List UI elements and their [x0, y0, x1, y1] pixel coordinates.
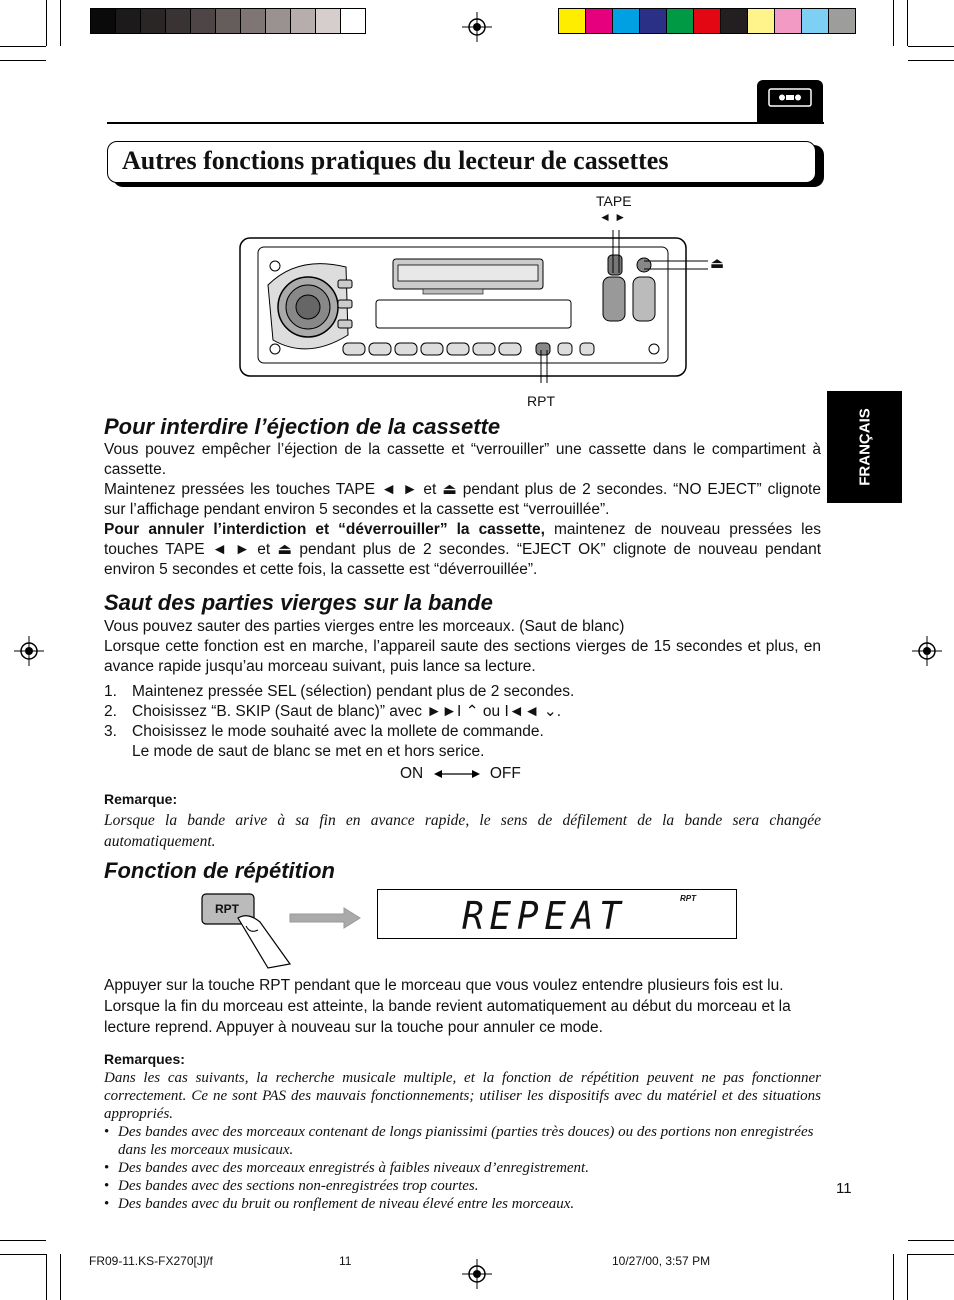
diagram-tape-label: TAPE: [596, 193, 632, 209]
step-text: Maintenez pressée SEL (sélection) pendant plus de 2 secondes.: [132, 683, 575, 700]
registration-mark-icon: [462, 1259, 492, 1289]
crop-mark: [0, 1254, 46, 1255]
footer-file: FR09-11.KS-FX270[J]/f: [89, 1254, 213, 1268]
page-number: 11: [836, 1180, 852, 1197]
page-title: Autres fonctions pratiques du lecteur de cassettes: [122, 146, 669, 175]
color-swatch: [585, 8, 613, 34]
registration-mark-icon: [912, 636, 942, 666]
color-swatch: [801, 8, 829, 34]
crop-mark: [908, 1254, 954, 1255]
color-swatch: [315, 8, 341, 34]
color-swatch: [666, 8, 694, 34]
paragraph: Lorsque cette fonction est en marche, l’appareil saute des sections vierges de 15 secondes et plus, en avance rapide jusqu’au morceau suivant, puis lance sa lecture.: [104, 638, 821, 675]
rpt-button: [536, 343, 550, 355]
crop-mark: [60, 0, 61, 46]
section-heading-blank-skip: Saut des parties vierges sur la bande: [104, 590, 493, 615]
registration-mark-icon: [462, 12, 492, 42]
arrow-icon: [290, 908, 360, 928]
color-swatch: [774, 8, 802, 34]
footer-timestamp: 10/27/00, 3:57 PM: [612, 1254, 711, 1268]
color-swatch: [190, 8, 216, 34]
list-item: • Des bandes avec des morceaux enregistrés à faibles niveaux d’enregistrement.: [104, 1159, 821, 1177]
list-item: • Des bandes avec des sections non-enregistrées trop courtes.: [104, 1177, 821, 1195]
step-number: 3.: [104, 723, 117, 740]
color-swatch: [612, 8, 640, 34]
display-rpt-indicator: RPT: [680, 894, 696, 903]
color-swatch: [558, 8, 586, 34]
step-text: Le mode de saut de blanc se met en et hors serice.: [132, 743, 485, 760]
color-swatch: [693, 8, 721, 34]
color-swatch: [115, 8, 141, 34]
bold-lead: Pour annuler l’interdiction et “déverrouiller” la cassette,: [104, 521, 545, 538]
language-tab: [827, 391, 902, 503]
section-text-eject-lock: [104, 440, 821, 580]
crop-mark: [907, 0, 908, 46]
title-box: [107, 141, 816, 183]
remark-title: Remarque:: [104, 791, 178, 807]
car-stereo-diagram: [238, 225, 718, 383]
cassette-icon: [757, 80, 823, 122]
on-off-toggle-diagram: [400, 765, 521, 783]
color-swatch: [265, 8, 291, 34]
crop-mark: [0, 1240, 46, 1241]
crop-mark: [0, 46, 46, 47]
section-text-blank-skip: [104, 617, 821, 677]
section-text-repeat: Appuyer sur la touche RPT pendant que le morceau que vous voulez entendre plusieurs fois est lu. Lorsque la fin du morceau est atteinte, la bande revient automatiquement au début du morceau et la lecture reprend. Appuyer à nouveau sur la touche pour annuler ce mode.: [104, 977, 791, 1036]
footer-page: 11: [339, 1254, 352, 1268]
registration-mark-icon: [14, 636, 44, 666]
crop-mark: [908, 1240, 954, 1241]
language-tab-label: FRANÇAIS: [856, 408, 873, 486]
double-arrow-icon: [434, 769, 480, 779]
color-swatch: [747, 8, 775, 34]
section-heading-repeat: Fonction de répétition: [104, 858, 335, 883]
lcd-display: [376, 300, 571, 328]
crop-mark: [908, 46, 954, 47]
display-text: REPEAT: [462, 894, 627, 938]
list-item: [104, 722, 574, 762]
diagram-tape-arrows: ◄ ►: [599, 210, 627, 224]
paragraph-rest: maintenez de nouveau pressées les touches TAPE ◄ ► et ⏏ pendant plus de 2 secondes. “EJECT OK” clignote de nouveau pendant environ 5 secondes et cette fois, la cassette est “déverrouillée”.: [104, 521, 821, 578]
diagram-rpt-label: RPT: [527, 393, 555, 409]
tape-button: [608, 255, 622, 275]
remarks-list: [104, 1123, 821, 1213]
crop-mark: [893, 0, 894, 46]
eject-button: [637, 258, 651, 272]
remark-text: Lorsque la bande arive à sa fin en avance rapide, le sens de défilement de la bande sera changée automatiquement.: [104, 812, 821, 850]
list-item: [104, 682, 574, 702]
crop-mark: [908, 60, 954, 61]
section-heading-eject-lock: Pour interdire l’éjection de la cassette: [104, 414, 501, 439]
paragraph: Vous pouvez empêcher l’éjection de la cassette et “verrouiller” une cassette dans le compartiment à cassette.: [104, 441, 821, 478]
list-item: [104, 702, 574, 722]
step-number: 2.: [104, 703, 117, 720]
remarks-block: [104, 1069, 821, 1213]
crop-mark: [60, 1254, 61, 1300]
color-swatch: [140, 8, 166, 34]
on-label: ON: [400, 765, 424, 782]
rpt-key-label: RPT: [215, 902, 239, 916]
crop-mark: [893, 1254, 894, 1300]
eject-symbol: ⏏: [710, 255, 725, 272]
list-item: • Des bandes avec des morceaux contenant de longs pianissimi (parties très douces) ou des portions non enregistrées dans les morceaux musicaux.: [104, 1123, 821, 1159]
off-label: OFF: [489, 765, 521, 782]
color-swatch: [215, 8, 241, 34]
paragraph: [104, 520, 821, 580]
color-swatch: [720, 8, 748, 34]
color-swatch: [340, 8, 366, 34]
color-swatch: [290, 8, 316, 34]
remarks-title: Remarques:: [104, 1051, 185, 1067]
color-swatch: [240, 8, 266, 34]
crop-mark: [0, 60, 46, 61]
steps-list: [104, 682, 574, 762]
crop-mark: [907, 1254, 908, 1300]
paragraph: Vous pouvez sauter des parties vierges entre les morceaux. (Saut de blanc): [104, 618, 625, 635]
color-swatch: [90, 8, 116, 34]
step-text: Choisissez le mode souhaité avec la mollete de commande.: [132, 723, 544, 740]
list-item: • Des bandes avec du bruit ou ronflement de niveau élevé entre les morceaux.: [104, 1195, 821, 1213]
header-rule: [107, 122, 824, 124]
crop-mark: [46, 1254, 47, 1300]
repeat-display: [377, 889, 737, 939]
paragraph: Maintenez pressées les touches TAPE ◄ ► et ⏏ pendant plus de 2 secondes. “NO EJECT” clignote sur l’affichage pendant environ 5 secondes et la cassette est “verrouillée”.: [104, 481, 821, 518]
remarks-intro: Dans les cas suivants, la recherche musicale multiple, et la fonction de répétition peuvent ne pas fonctionner correctement. Ce ne sont PAS des mauvais fonctionnements; utiliser les dispositifs avec du matériel et des situations appropriés.: [104, 1070, 821, 1122]
color-swatch: [828, 8, 856, 34]
step-text: Choisissez “B. SKIP (Saut de blanc)” avec ►►I ⌃ ou I◄◄ ⌄.: [132, 703, 562, 720]
color-swatch: [165, 8, 191, 34]
crop-mark: [46, 0, 47, 46]
step-number: 1.: [104, 683, 117, 700]
color-swatch: [639, 8, 667, 34]
